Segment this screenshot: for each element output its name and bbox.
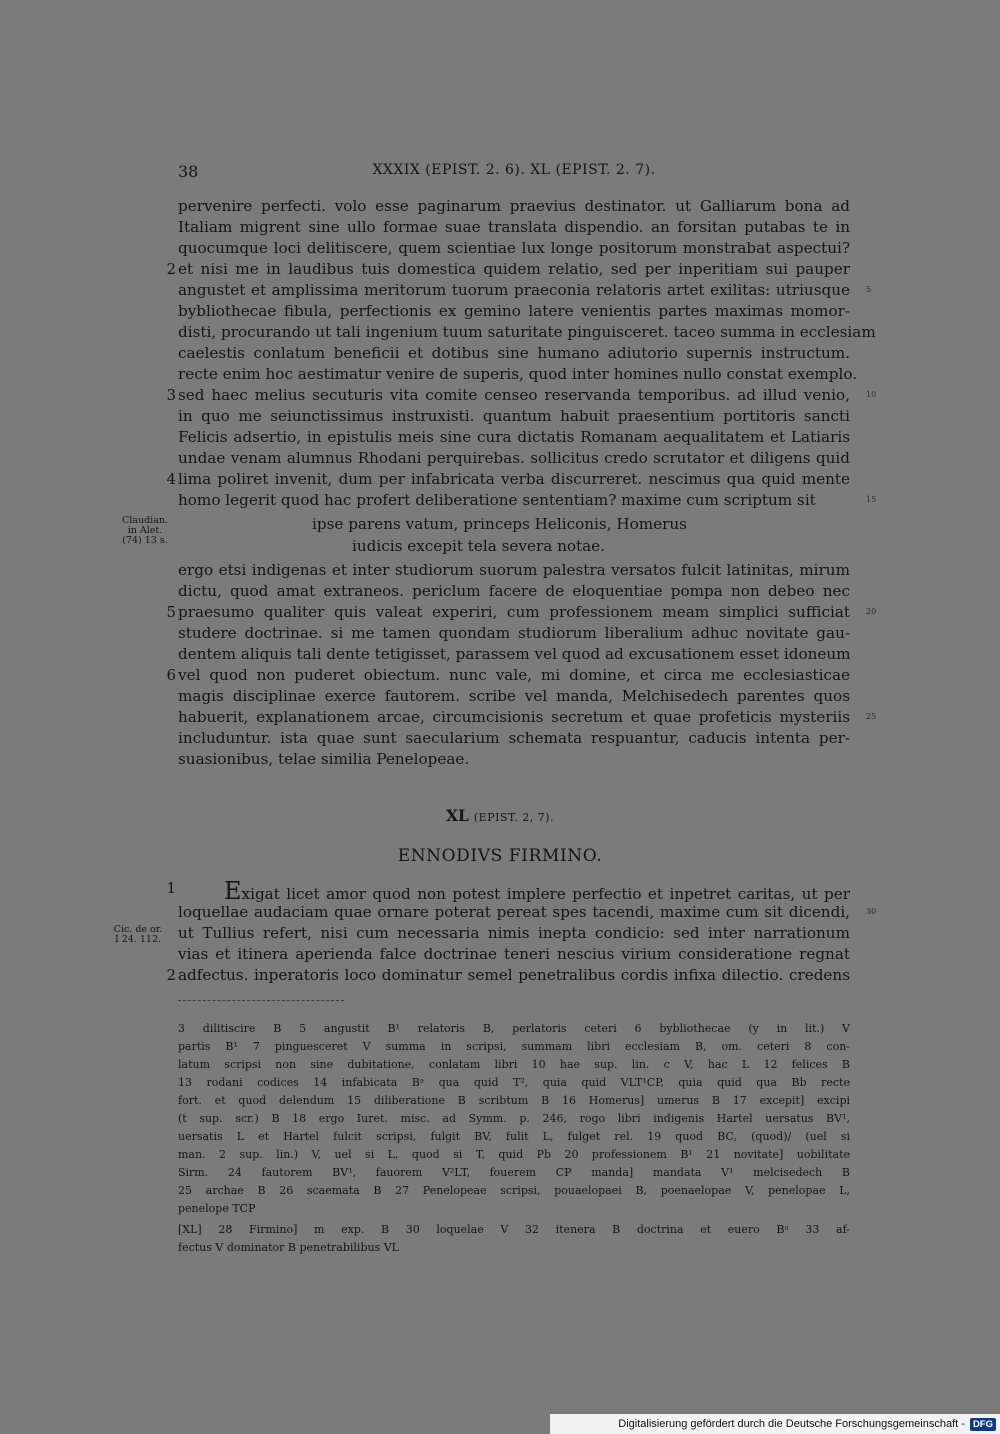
text-line: ergo etsi indigenas et inter studiorum suorum palestra versatos fulcit latinitas, mirum <box>178 561 850 579</box>
verse-line: ipse parens vatum, princeps Heliconis, Homerus <box>312 515 687 533</box>
line-number: 5 <box>866 285 872 294</box>
text-line: pervenire perfecti. volo esse paginarum praevius destinator. ut Galliarum bona ad <box>178 197 850 215</box>
page-number: 38 <box>178 162 199 181</box>
apparatus-line: latum scripsi non sine dubitatione, conlatam libri 10 hae sup. lin. c V, hac L 12 felices B <box>178 1058 850 1071</box>
apparatus-line: [XL] 28 Firmino] m exp. B 30 loquelae V 32 itenera B doctrina et euero Bᵃ 33 af- <box>178 1223 850 1236</box>
margin-ref-line: (74) 13 s. <box>122 535 168 546</box>
text-line: bybliothecae fibula, perfectionis ex gemino latere venientis partes maximas momor- <box>178 302 850 320</box>
text-fragment: xigat licet amor quod non potest implere perfectio et inpetret caritas, ut per <box>241 885 850 903</box>
margin-ref-line: I 24. 112. <box>114 934 162 945</box>
line-number: 10 <box>866 390 877 399</box>
text-line: recte enim hoc aestimatur venire de superis, quod inter homines nullo constat exemplo. <box>178 365 858 383</box>
apparatus-line: fort. et quod delendum 15 diliberatione B scribtum B 16 Homerus] umerus B 17 excepit] excipi <box>178 1094 850 1107</box>
text-line: suasionibus, telae similia Penelopeae. <box>178 750 470 768</box>
line-number: 25 <box>866 712 877 721</box>
funding-text: Digitalisierung gefördert durch die Deutsche Forschungsgemeinschaft - <box>618 1418 965 1430</box>
apparatus-line: (t sup. scr.) B 18 ergo Iuret. misc. ad Symm. p. 246, rogo libri indigenis Hartel uersatus BV¹, <box>178 1112 850 1125</box>
drop-initial: E <box>224 877 242 905</box>
text-line: adfectus. inperatoris loco dominatur semel penetralibus cordis infixa dilectio. credens <box>178 966 850 984</box>
section-number: 2 <box>166 260 176 278</box>
page-header <box>178 162 850 182</box>
running-head: XXXIX (EPIST. 2. 6). XL (EPIST. 2. 7). <box>372 162 656 178</box>
text-line: habuerit, explanationem arcae, circumcisionis secretum et quae profeticis mysteriis <box>178 708 850 726</box>
section-number: 2 <box>166 966 176 984</box>
text-line: vel quod non puderet obiectum. nunc vale, mi domine, et circa me ecclesiasticae <box>178 666 850 684</box>
dfg-logo: DFG <box>970 1418 996 1431</box>
text-line: et nisi me in laudibus tuis domestica quidem relatio, sed per inperitiam sui pauper <box>178 260 850 278</box>
text-line: in quo me seiunctissimus instruxisti. quantum habuit praesentium portitoris sancti <box>178 407 850 425</box>
text-line: studere doctrinae. si me tamen quondam studiorum liberalium adhuc novitate gau- <box>178 624 850 642</box>
text-line: undae venam alumnus Rhodani perquirebas. sollicitus credo scrutator et diligens quid <box>178 449 850 467</box>
text-line: lima poliret invenit, dum per infabricata verba discurreret. nescimus qua quid mente <box>178 470 850 488</box>
verse-line: iudicis excepit tela severa notae. <box>352 537 605 555</box>
apparatus-line: penelope TCP <box>178 1202 256 1215</box>
footnote-divider <box>178 1000 344 1001</box>
section-number: 4 <box>166 470 176 488</box>
text-line: angustet et amplissima meritorum tuorum praeconia relatoris artet exilitas: utriusque <box>178 281 850 299</box>
text-line: caelestis conlatum beneficii et dotibus sine humano adiutorio supernis instructum. <box>178 344 850 362</box>
letter-title <box>0 806 1000 825</box>
section-number: 6 <box>166 666 176 684</box>
letter-addressee: ENNODIVS FIRMINO. <box>397 846 603 866</box>
text-line: Felicis adsertio, in epistulis meis sine cura dictatis Romanam aequalitatem et Latiaris <box>178 428 850 446</box>
letter-number: XL <box>446 806 469 825</box>
margin-ref-line: Cic. de or. <box>113 924 163 935</box>
section-number: 5 <box>166 603 176 621</box>
margin-ref-line: in Alet. <box>127 525 163 536</box>
line-number: 20 <box>866 607 877 616</box>
text-line: homo legerit quod hac profert deliberatione sententiam? maxime cum scriptum sit <box>178 491 816 509</box>
text-line: disti, procurando ut tali ingenium tuum saturitate pinguisceret. taceo summa in ecclesiam <box>178 323 876 341</box>
apparatus-line: man. 2 sup. lin.) V, uel si L, quod si T, quid Pb 20 professionem B¹ 21 novitate] uobilitate <box>178 1148 850 1161</box>
text-line: magis disciplinae exerce fautorem. scribe vel manda, Melchisedech parentes quos <box>178 687 850 705</box>
text-line: Italiam migrent sine ullo formae suae translata dispendio. an forsitan putabas te in <box>178 218 850 236</box>
text-line <box>224 877 850 905</box>
text-line: praesumo qualiter quis valeat experiri, cum professionem meam simplici sufficiat <box>178 603 850 621</box>
line-number: 30 <box>866 907 877 916</box>
text-line: vias et itinera aperienda falce doctrinae teneri nescius virium consideratione regnat <box>178 945 850 963</box>
line-number: 15 <box>866 495 877 504</box>
section-number: 3 <box>166 386 176 404</box>
apparatus-line: 25 archae B 26 scaemata B 27 Penelopeae scripsi, pouaelopaei B, poenaelopae V, penelopae L, <box>178 1184 850 1197</box>
text-line: dentem aliquis tali dente tetigisset, parassem vel quod ad excusationem esset idoneum <box>178 645 851 663</box>
margin-ref-line: Claudian. <box>121 515 168 526</box>
text-line: quocumque loci delitiscere, quem scientiae lux longe positorum monstrabat aspectui? <box>178 239 850 257</box>
text-line: loquellae audaciam quae ornare poterat pereat spes tacendi, maxime cum sit dicendi, <box>178 903 850 921</box>
margin-reference <box>110 516 180 546</box>
text-line: ut Tullius refert, nisi cum necessaria nimis inepta condicio: sed inter narrationum <box>178 924 850 942</box>
letter-reference: (EPIST. 2, 7). <box>473 811 554 824</box>
margin-reference <box>100 925 176 945</box>
apparatus-line: partis B¹ 7 pinguesceret V summa in scripsi, summam libri ecclesiam B, om. ceteri 8 con- <box>178 1040 850 1053</box>
apparatus-line: fectus V dominator B penetrabilibus VL <box>178 1241 399 1254</box>
text-line: dictu, quod amat extraneos. periclum facere de eloquentiae pompa non debeo nec <box>178 582 850 600</box>
text-line: sed haec melius secuturis vita comite censeo reservanda temporibus. ad illud venio, <box>178 386 850 404</box>
funding-footer <box>550 1414 1000 1434</box>
apparatus-line: uersatis L et Hartel fulcit scripsi, fulgit BV, fulit L, fulget rel. 19 quod BC, (quod)/ (uel si <box>178 1130 850 1143</box>
apparatus-line: 3 dilitiscire B 5 angustit B¹ relatoris B, perlatoris ceteri 6 bybliothecae (y in lit.) V <box>178 1022 850 1035</box>
apparatus-line: Sirm. 24 fautorem BV¹, fauorem V²LT, fouerem CP manda] mandata V¹ melcisedech B <box>178 1166 850 1179</box>
section-number: 1 <box>166 879 176 897</box>
apparatus-line: 13 rodani codices 14 infabicata Bᵃ qua quid T², quia quid VLT¹CP, quia quid qua Bb recte <box>178 1076 850 1089</box>
text-line: includuntur. ista quae sunt saecularium schemata respuantur, caducis intenta per- <box>178 729 850 747</box>
